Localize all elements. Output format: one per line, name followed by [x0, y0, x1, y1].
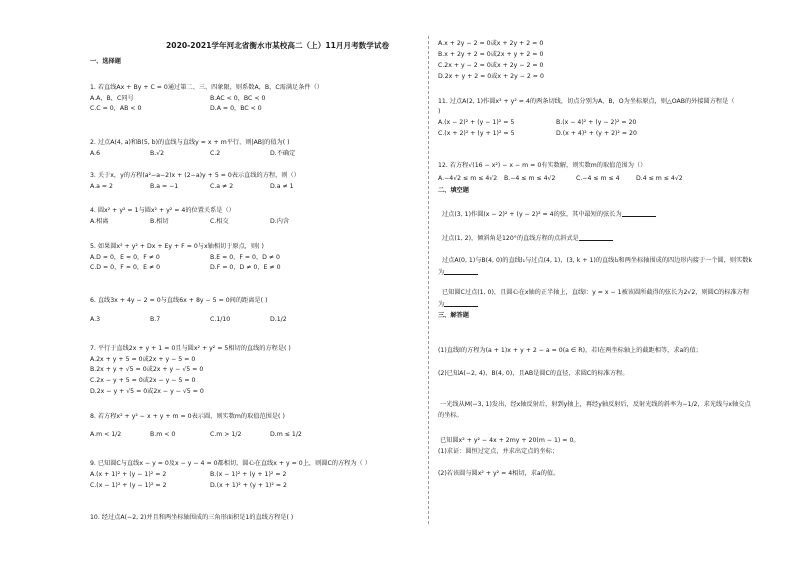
q2-opt-c: C.2 [210, 150, 221, 157]
q11-opt-c: C.(x + 2)² + (y + 1)² = 5 [438, 130, 515, 137]
q11-stem-cont: ) [438, 108, 441, 115]
q1-opt-c: C.C = 0，AB < 0 [90, 105, 142, 112]
q1-opt-d: D.A = 0，BC < 0 [210, 105, 262, 112]
q3-opt-b: B.a = −1 [150, 183, 179, 190]
q12-opt-c: C.−4 ≤ m ≤ 4 [576, 175, 620, 182]
fill-16b: 为 [438, 300, 478, 309]
q6-opt-d: D.1/2 [270, 316, 287, 323]
q2-opt-d: D.不确定 [270, 150, 296, 157]
q1-opt-b: B.AC < 0，BC < 0 [210, 95, 266, 102]
solve-19b: 的坐标。 [438, 412, 463, 419]
q5-opt-c: C.D = 0，F = 0，E ≠ 0 [90, 264, 161, 271]
q3-opt-d: D.a ≠ 1 [270, 183, 294, 190]
q3-opt-c: C.a ≠ 2 [210, 183, 234, 190]
answer-blank[interactable] [579, 234, 613, 241]
solve-20b: (1)求证：圆恒过定点，并求出定点的坐标； [438, 448, 559, 455]
q6-stem: 6. 直线3x + 4y − 2 = 0与直线6x + 8y − 5 = 0间的距离是( ) [90, 297, 268, 304]
q7-opt-a: A.2x + y + 5 = 0或2x + y − 5 = 0 [90, 356, 196, 363]
section-fill: 二、填空题 [438, 187, 469, 194]
q6-opt-a: A.3 [90, 316, 101, 323]
q12-opt-a: A.−4√2 ≤ m ≤ 4√2 [438, 175, 498, 182]
exam-title: 2020-2021学年河北省衡水市某校高二（上）11月月考数学试卷 [166, 41, 390, 50]
answer-blank[interactable] [444, 268, 478, 275]
q10-opt-d: D.2x + y + 2 = 0或x + 2y − 2 = 0 [438, 73, 544, 80]
q2-stem: 2. 过点A(4, a)和B(5, b)的直线与直线y = x + m平行，则|AB|的值为( ) [90, 139, 290, 146]
q9-opt-c: C.(x − 1)² + (y − 1)² = 2 [90, 482, 167, 489]
column-divider [428, 36, 429, 524]
q4-opt-d: D.内含 [270, 218, 290, 225]
q5-stem: 5. 如果圆x² + y² + Dx + Ey + F = 0与x轴相切于原点，则( ) [90, 243, 264, 250]
q5-opt-a: A.D = 0，E = 0，F ≠ 0 [90, 254, 160, 261]
q9-stem: 9. 已知圆C与直线x − y = 0及x − y − 4 = 0都相切，圆心在直线x + y = 0上，则圆C的方程为（ ） [90, 460, 371, 467]
q4-opt-b: B.相切 [150, 218, 169, 225]
q7-opt-b: B.2x + y + √5 = 0或2x + y − √5 = 0 [90, 366, 204, 373]
q11-opt-a: A.(x − 2)² + (y − 1)² = 5 [438, 119, 515, 126]
fill-16a: 已知圆C过点(1, 0)，且圆心在x轴的正半轴上，直线l：y = x − 1被该圆所截得的弦长为2√2，则圆C的标准方程 [442, 289, 750, 296]
q7-stem: 7. 平行于直线2x + y + 1 = 0且与圆x² + y² = 5相切的直线的方程是( ) [90, 345, 291, 352]
q11-opt-b: B.(x − 4)² + (y − 2)² = 20 [556, 119, 637, 126]
solve-20a: 已知圆x² + y² − 4x + 2my + 20(m − 1) = 0。 [440, 437, 580, 444]
q6-opt-b: B.7 [150, 316, 161, 323]
q10-opt-c: C.2x + y − 2 = 0或x + 2y − 2 = 0 [438, 62, 544, 69]
answer-blank[interactable] [622, 210, 656, 217]
q5-opt-d: D.F = 0，D ≠ 0，E ≠ 0 [210, 264, 281, 271]
fill-15a: 过点A(0, 1)与B(4, 0)的直线l₁与过点(4, 1)，(3, k + 1)的直线l₂和两坐标轴围成的四边形内接于一个圆，则实数k [442, 257, 753, 264]
solve-18: (2)已知A(−2, 4)，B(4, 0)，且AB是圆C的直径，求圆C的标准方程。 [438, 370, 629, 377]
q3-stem: 3. 关于x，y的方程(a²−a−2)x + (2−a)y + 5 = 0表示直线的方程，则（） [90, 172, 300, 179]
q4-opt-c: C.相交 [210, 218, 229, 225]
q9-opt-a: A.(x + 1)² + (y − 1)² = 2 [90, 471, 167, 478]
q9-opt-b: B.(x − 1)² + (y + 1)² = 2 [210, 471, 287, 478]
q8-opt-c: C.m > 1/2 [210, 431, 242, 438]
q4-stem: 4. 圆x² + y² = 1与圆x² + y² = 4的位置关系是（） [90, 207, 235, 214]
q7-opt-c: C.2x − y + 5 = 0或2x − y − 5 = 0 [90, 377, 196, 384]
q8-opt-d: D.m ≤ 1/2 [270, 431, 302, 438]
solve-19a: 一光线从M(−3, 1)发出，经x轴反射后，射到y轴上，再经y轴反射后，反射光线的斜率为−1/2，求光线与x轴交点 [440, 401, 751, 408]
q10-opt-b: B.x + 2y + 2 = 0或2x + y + 2 = 0 [438, 51, 544, 58]
q12-opt-d: D.4 ≤ m ≤ 4√2 [636, 175, 683, 182]
q11-stem: 11. 过点A(2, 1)作圆x² + y² = 4的两条切线，切点分别为A，B，O为坐标原点，则△OAB的外接圆方程是（ [438, 98, 735, 105]
fill-13: 过点(3, 1)作圆(x − 2)² + (y − 2)² = 4的弦，其中最短的弦长为 [442, 210, 656, 219]
q2-opt-b: B.√2 [150, 150, 165, 157]
q10-opt-a: A.x + 2y − 2 = 0或x + 2y + 2 = 0 [438, 40, 544, 47]
q11-opt-d: D.(x + 4)² + (y + 2)² = 20 [556, 130, 637, 137]
q6-opt-c: C.1/10 [210, 316, 231, 323]
q7-opt-d: D.2x − y + √5 = 0或2x − y − √5 = 0 [90, 388, 204, 395]
q5-opt-b: B.E = 0，F = 0，D ≠ 0 [210, 254, 280, 261]
q9-opt-d: D.(x + 1)² + (y + 1)² = 2 [210, 482, 287, 489]
solve-20c: (2)若该圆与圆x² + y² = 4相切，求a的值。 [438, 470, 560, 477]
answer-blank[interactable] [444, 300, 478, 307]
q2-opt-a: A.6 [90, 150, 101, 157]
q12-opt-b: B.−4 ≤ m ≤ 4√2 [504, 175, 556, 182]
section-choice: 一、选择题 [90, 58, 121, 65]
solve-17: (1)直线l的方程为(a + 1)x + y + 2 − a = 0(a ∈ R)，若l在两坐标轴上的截距相等，求a的值； [438, 347, 702, 354]
q3-opt-a: A.a = 2 [90, 183, 113, 190]
q1-stem: 1. 若直线Ax + By + C = 0通过第二、三、四象限，则系数A，B，C需满足条件（） [90, 84, 323, 91]
q10-stem: 10. 经过点A(−2, 2)并且和两坐标轴围成的三角形面积是1的直线方程是( ) [90, 514, 294, 521]
fill-14: 过点(1, 2)，倾斜角是120°的直线方程的点斜式是 [442, 234, 613, 243]
q4-opt-a: A.相离 [90, 218, 109, 225]
q8-opt-a: A.m < 1/2 [90, 431, 122, 438]
q8-opt-b: B.m < 0 [150, 431, 176, 438]
q12-stem: 12. 若方程√(16 − x²) − x − m = 0有实数解，则实数m的取值范围为（） [438, 162, 647, 169]
q8-stem: 8. 若方程x² + y² − x + y + m = 0表示圆，则实数m的取值范围是( ) [90, 413, 285, 420]
q1-opt-a: A.A，B，C同号 [90, 95, 134, 102]
fill-15b: 为 [438, 268, 478, 277]
section-answer: 三、解答题 [438, 312, 469, 319]
